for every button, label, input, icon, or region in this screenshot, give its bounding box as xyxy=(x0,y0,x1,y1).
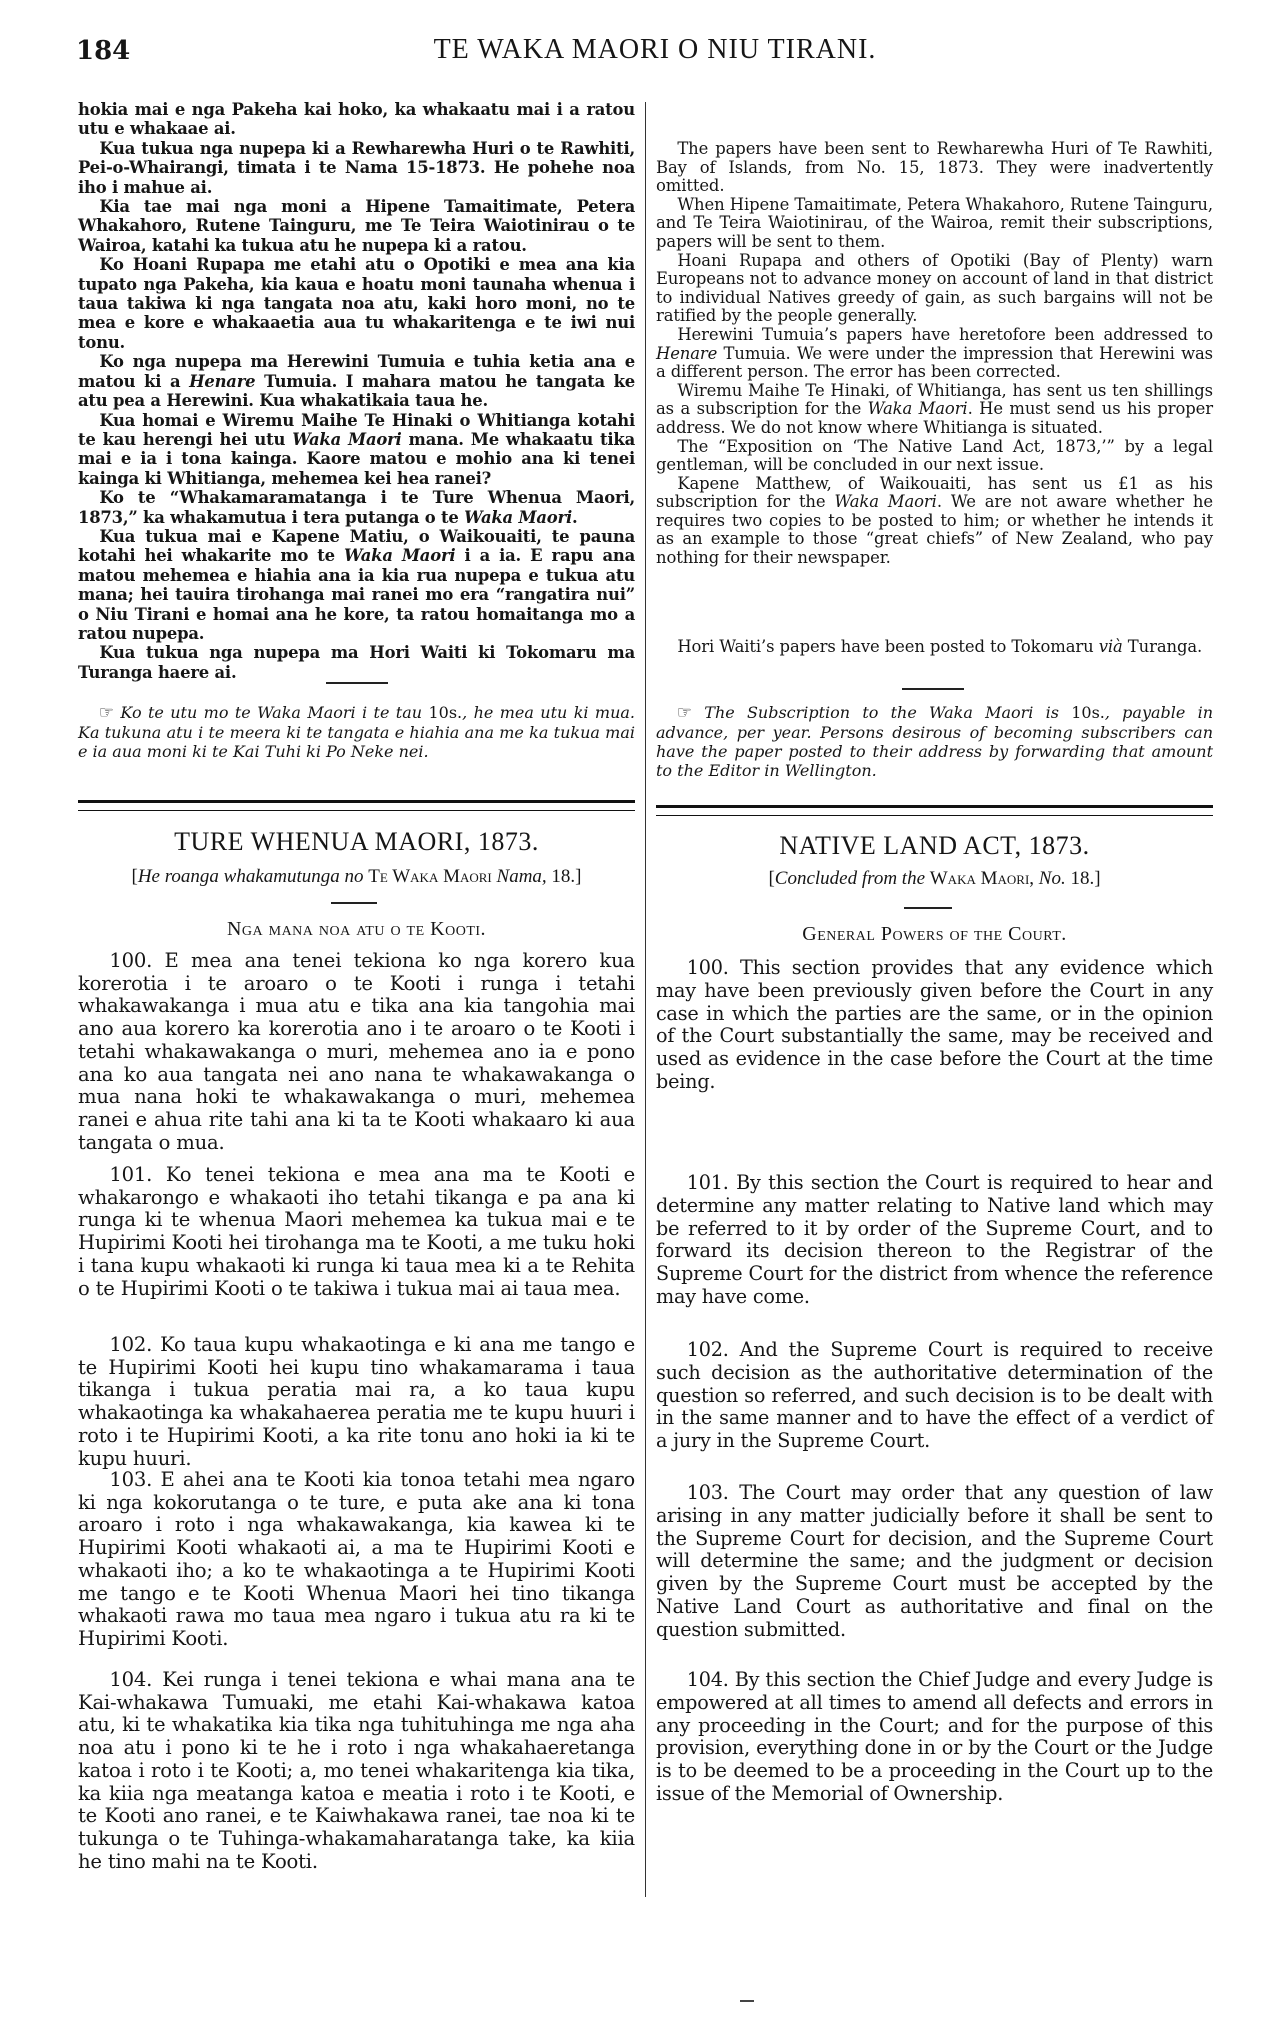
text-segment: Hoani Rupapa and others of Opotiki (Bay of Plenty) warn Europeans not to advance money on account of land in that district to individual Natives greedy of gain, as such bargains will not be ratified by the people generally. xyxy=(656,250,1213,326)
text-segment: When Hipene Tamaitimate, Petera Whakahoro, Rutene Tainguru, and Te Teira Waiotinirau, of the Wairoa, remit their subscriptions, papers will be sent to them. xyxy=(656,194,1213,251)
double-rule-thin xyxy=(78,810,635,811)
text-segment: hokia mai e nga Pakeha kai hoko, ka whakaatu mai i a ratou utu e whakaae ai. xyxy=(78,100,635,139)
paragraph xyxy=(656,703,1213,780)
text-segment: 102. Ko taua kupu whakaotinga e ki ana me tango e te Hupirimi Kooti hei kupu tino whakamarama i taua tikanga i tukua peratia mai ra, a ko taua kupu whakaotinga ka whakahaerea peratia me te kupu huuri i roto i te Hupirimi Kooti, a ka rite tonu ano hoki ia ki te kupu huuri. xyxy=(78,1333,635,1470)
text-segment: 10s. xyxy=(1071,703,1105,722)
italic-text: Waka Maori xyxy=(292,429,402,449)
english-section-104 xyxy=(656,1669,1213,1806)
subtitle-nama: Nama, xyxy=(496,866,547,887)
paragraph xyxy=(656,382,1213,438)
text-segment: 104. Kei runga i tenei tekiona e whai mana ana te Kai-whakawa Tumuaki, me etahi Kai-whakawa katoa atu, ki te whakatika kia tika nga tuhituhinga me nga aha noa atu i pono ki te he i roto i nga whakahaeretanga katoa i roto i te Kooti; a, mo tenei whakaritenga kia tika, ka kiia nga meatanga katoa e meatia i roto i te Kooti, e te Kooti ano ranei, e te Kaiwhakawa ranei, tae noa ki te tukunga o te Tuhinga-whakamaharatanga take, ka kiia he tino mahi na te Kooti. xyxy=(78,1668,635,1873)
maori-section-104 xyxy=(78,1669,635,1873)
pointing-hand-icon: ☞ xyxy=(676,703,693,723)
italic-text: Waka Maori xyxy=(343,546,456,566)
page-number: 184 xyxy=(76,36,131,66)
italic-text: Waka Maori xyxy=(834,492,937,512)
subtitle-text: Concluded from the xyxy=(774,868,925,889)
text-segment: Wiremu Maihe Te Hinaki, of Whitianga, has sent us ten shillings as a subscription for the xyxy=(656,380,1213,419)
paragraph xyxy=(78,950,635,1154)
paragraph xyxy=(656,475,1213,568)
bracket: [ xyxy=(768,868,775,889)
paragraph xyxy=(78,139,635,197)
text-segment: 10s. xyxy=(428,703,463,722)
paragraph xyxy=(78,352,635,410)
paragraph xyxy=(78,255,635,352)
newspaper-title: TE WAKA MAORI O NIU TIRANI. xyxy=(433,34,877,65)
print-mark xyxy=(740,2000,754,2002)
italic-text: vià xyxy=(1098,637,1123,656)
text-segment: 100. This section provides that any evidence which may have been previously given before the Court in any case in which the parties are the same, or in the opinion of the Court substantially the same, may be received and used as evidence in the case before the Court at the time being. xyxy=(656,956,1213,1093)
divider-rule xyxy=(902,688,964,690)
text-segment: Ko te “Whakamaramatanga i te Ture Whenua Maori, 1873,” ka whakamutua i tera putanga o te xyxy=(78,488,635,527)
text-segment: Kua tukua nga nupepa ki a Rewharewha Huri o te Rawhiti, Pei-o-Whairangi, timata i te Nama 15-1873. He pohehe noa iho i mahue ai. xyxy=(78,138,635,197)
text-segment: . He must send us his proper address. We do not know where Whitianga is situated. xyxy=(656,399,1213,437)
text-segment: Kua tukua mai e Kapene Matiu, o Waikouaiti, te pauna kotahi hei whakarite mo te xyxy=(78,526,635,566)
pointing-hand-icon: ☞ xyxy=(98,703,115,723)
paragraph xyxy=(656,326,1213,382)
maori-section-100 xyxy=(78,950,635,1154)
paragraph xyxy=(78,703,635,761)
paragraph xyxy=(656,1669,1213,1806)
paragraph xyxy=(656,1339,1213,1453)
subtitle-paper-name: Waka Maori, xyxy=(929,868,1035,889)
paragraph xyxy=(78,1669,635,1873)
paragraph xyxy=(78,411,635,489)
text-segment: 103. E ahei ana te Kooti kia tonoa tetahi mea ngaro ki nga kokorutanga o te ture, e puta ake ana ki tona aroaro i roto i nga whakawakanga, kia kawea ki te Hupirimi Kooti whakaoti ai, a ma te Hupirimi Kooti e whakaoti iho; a ko te whakaotinga a te Hupirimi Kooti me tango e te Kooti Whenua Maori hei tino tikanga whakaoti rawa mo taua mea ngaro i tukua atu ra ki te Hupirimi Kooti. xyxy=(78,1468,635,1650)
section-heading-maori: Nga mana noa atu o te Kooti. xyxy=(226,918,487,940)
text-segment: Kia tae mai nga moni a Hipene Tamaitimate, Petera Whakahoro, Rutene Tainguru, me Te Teira Waiotinirau o te Wairoa, katahi ka tukua atu he nupepa ki a ratou. xyxy=(78,197,635,255)
text-segment: Ko Hoani Rupapa me etahi atu o Opotiki e mea ana kia tupato nga Pakeha, kia kaua e hoatu moni taunaha whenua i taua takiwa ki nga tangata noa atu, kaki horo moni, no te mea e kore e whakaaetia aua tu whakaritenga e te iwi nui tonu. xyxy=(78,255,635,352)
maori-section-102 xyxy=(78,1334,635,1470)
english-section-102 xyxy=(656,1339,1213,1453)
paragraph xyxy=(656,957,1213,1094)
paragraph xyxy=(656,438,1213,475)
divider-rule xyxy=(331,902,377,904)
subtitle-text: He roanga whakamutunga no xyxy=(137,866,364,887)
paragraph xyxy=(656,252,1213,326)
paragraph xyxy=(656,1172,1213,1309)
article-subtitle-maori xyxy=(78,866,635,888)
subscription-notice-maori xyxy=(78,703,635,761)
paragraph xyxy=(656,1482,1213,1642)
english-section-101 xyxy=(656,1172,1213,1309)
italic-text: Waka Maori xyxy=(464,507,572,527)
paragraph xyxy=(78,643,635,682)
text-segment: The Subscription to the Waka Maori is xyxy=(692,703,1072,722)
text-segment: i a ia. E rapu ana matou mehemea e hiahia ana ia kia rua nupepa e tukua atu mana; hei tauira tirohanga mai ranei mo era “rangatira nui” o Niu Tirani e homai ana he kore, ta ratou homaitanga mo a ratou nupepa. xyxy=(78,546,635,643)
paragraph xyxy=(656,196,1213,252)
text-segment: Tumuia. We were under the impression that Herewini was a different person. The error has been corrected. xyxy=(656,343,1213,382)
paragraph xyxy=(78,100,635,139)
text-segment: . xyxy=(572,507,578,527)
maori-section-101 xyxy=(78,1164,635,1300)
bracket: [ xyxy=(131,866,138,887)
text-segment: 104. By this section the Chief Judge and every Judge is empowered at all times to amend all defects and errors in any proceeding in the Court; and for the purpose of this provision, everything done in or by the Court or the Judge is to be deemed to be a proceeding in the Court up to the issue of the Memorial of Ownership. xyxy=(656,1668,1213,1805)
text-segment: Tumuia. I mahara matou he tangata ke atu pea a Herewini. Kua whakatikaia taua he. xyxy=(78,371,635,411)
text-segment: mana. Me whakaatu tika mai e ia i tona kainga. Kaore matou e mohio ana ki tenei kainga ki Whitianga, mehemea kei hea ranei? xyxy=(78,429,635,488)
paragraph xyxy=(78,527,635,643)
italic-text: Waka Maori xyxy=(867,399,968,419)
section-heading-english: General Powers of the Court. xyxy=(802,923,1067,945)
subtitle-no: No. xyxy=(1038,868,1066,889)
subtitle-number: 18.] xyxy=(1065,868,1101,889)
text-segment: Ko te utu mo te Waka Maori i te tau xyxy=(114,703,429,722)
italic-text: Henare xyxy=(189,371,256,391)
paragraph xyxy=(656,140,1213,196)
maori-notices xyxy=(78,100,635,682)
english-notices xyxy=(656,140,1213,568)
text-segment: 101. By this section the Court is required to hear and determine any matter relating to Native land which may be referred to it by order of the Supreme Court, and to forward its decision thereon to the Registrar of the Supreme Court for the district from whence the reference may have come. xyxy=(656,1171,1213,1308)
column-divider xyxy=(645,102,646,1897)
text-segment: 103. The Court may order that any question of law arising in any matter judicially before it shall be sent to the Supreme Court for decision, and the Supreme Court will determine the same; and the judgment or decision given by the Supreme Court must be accepted by the Native Land Court as authoritative and final on the question submitted. xyxy=(656,1481,1213,1641)
text-segment: Kapene Matthew, of Waikouaiti, has sent us £1 as his subscription for the xyxy=(656,473,1213,512)
article-title-english: NATIVE LAND ACT, 1873. xyxy=(779,831,1090,860)
double-rule-thin xyxy=(656,815,1213,816)
article-title-maori: TURE WHENUA MAORI, 1873. xyxy=(174,827,539,856)
english-section-103 xyxy=(656,1482,1213,1642)
divider-rule xyxy=(326,682,388,684)
text-segment: Herewini Tumuia’s papers have heretofore been addressed to xyxy=(677,324,1213,344)
text-segment: . We are not aware whether he requires two copies to be posted to him; or whether he intends it as an example to those “great chiefs” of New Zealand, who pay nothing for their newspaper. xyxy=(656,492,1213,568)
text-segment: Hori Waiti’s papers have been posted to Tokomaru xyxy=(677,637,1099,656)
paragraph xyxy=(78,1469,635,1651)
text-segment: 102. And the Supreme Court is required to receive such decision as the authoritative determination of the question so referred, and such decision is to be dealt with in the same manner and to have the effect of a verdict of a jury in the Supreme Court. xyxy=(656,1338,1213,1453)
text-segment: 100. E mea ana tenei tekiona ko nga korero kua korerotia i te aroaro o te Kooti i runga i tetahi whakawakanga i mua atu e tika ana kia tangohia mai ano aua korero ka korerotia ano i te aroaro o te Kooti i tetahi whakawakanga o muri, mehemea ano ia e pono ana ko aua tangata nei ano nana te whakawakanga o mua nana hoki te whakawakanga o muri, mehemea ranei e ahua rite tahi ana ki ta te Kooti whakaaro ki aua tangata o mua. xyxy=(78,949,635,1154)
text-segment: Kua tukua nga nupepa ma Hori Waiti ki Tokomaru ma Turanga haere ai. xyxy=(78,643,635,682)
text-segment: , he mea utu ki mua. Ka tukuna atu i te meera ki te tangata e hiahia ana me ka tukua mai e ia aua moni ki te Kai Tuhi ki Po Neke nei. xyxy=(78,703,635,761)
text-segment: 101. Ko tenei tekiona e mea ana ma te Kooti e whakarongo e whakaoti iho tetahi tikanga e pa ana ki runga ki te whenua Maori mehemea ka tukua mai e te Hupirimi Kooti hei tirohanga ma te Kooti, a me tuku hoki i tana kupu whakaoti ki runga ki taua mea ki a te Rehita o te Hupirimi Kooti o te takiwa i tukua mai ai taua mea. xyxy=(78,1163,635,1300)
subscription-notice-english xyxy=(656,703,1213,780)
text-segment: Turanga. xyxy=(1122,637,1203,656)
divider-rule xyxy=(904,907,952,909)
text-segment: The papers have been sent to Rewharewha Huri of Te Rawhiti, Bay of Islands, from No. 15, 1873. They were inadvertently omitted. xyxy=(656,139,1213,196)
text-segment: Ko nga nupepa ma Herewini Tumuia e tuhia ketia ana e matou ki a xyxy=(78,352,635,391)
paragraph xyxy=(78,1164,635,1300)
maori-section-103 xyxy=(78,1469,635,1651)
text-segment: , payable in advance, per year. Persons desirous of becoming subscribers can have the paper posted to their address by forwarding that amount to the Editor in Wellington. xyxy=(656,703,1214,780)
english-notice-hori-waiti xyxy=(656,638,1213,657)
text-segment: Kua homai e Wiremu Maihe Te Hinaki o Whitianga kotahi te kau herengi hei utu xyxy=(78,410,635,449)
paragraph xyxy=(78,1334,635,1470)
paragraph xyxy=(78,197,635,255)
double-rule-thick xyxy=(656,805,1213,808)
double-rule-thick xyxy=(78,800,635,803)
subtitle-number: 18.] xyxy=(546,866,582,887)
paragraph xyxy=(656,638,1213,657)
italic-text: Henare xyxy=(656,343,718,363)
paragraph xyxy=(78,488,635,527)
text-segment: The “Exposition on ‘The Native Land Act, 1873,’” by a legal gentleman, will be concluded in our next issue. xyxy=(656,436,1213,475)
article-subtitle-english xyxy=(656,868,1213,890)
subtitle-paper-name: Te Waka Maori xyxy=(368,866,492,887)
english-section-100 xyxy=(656,957,1213,1094)
